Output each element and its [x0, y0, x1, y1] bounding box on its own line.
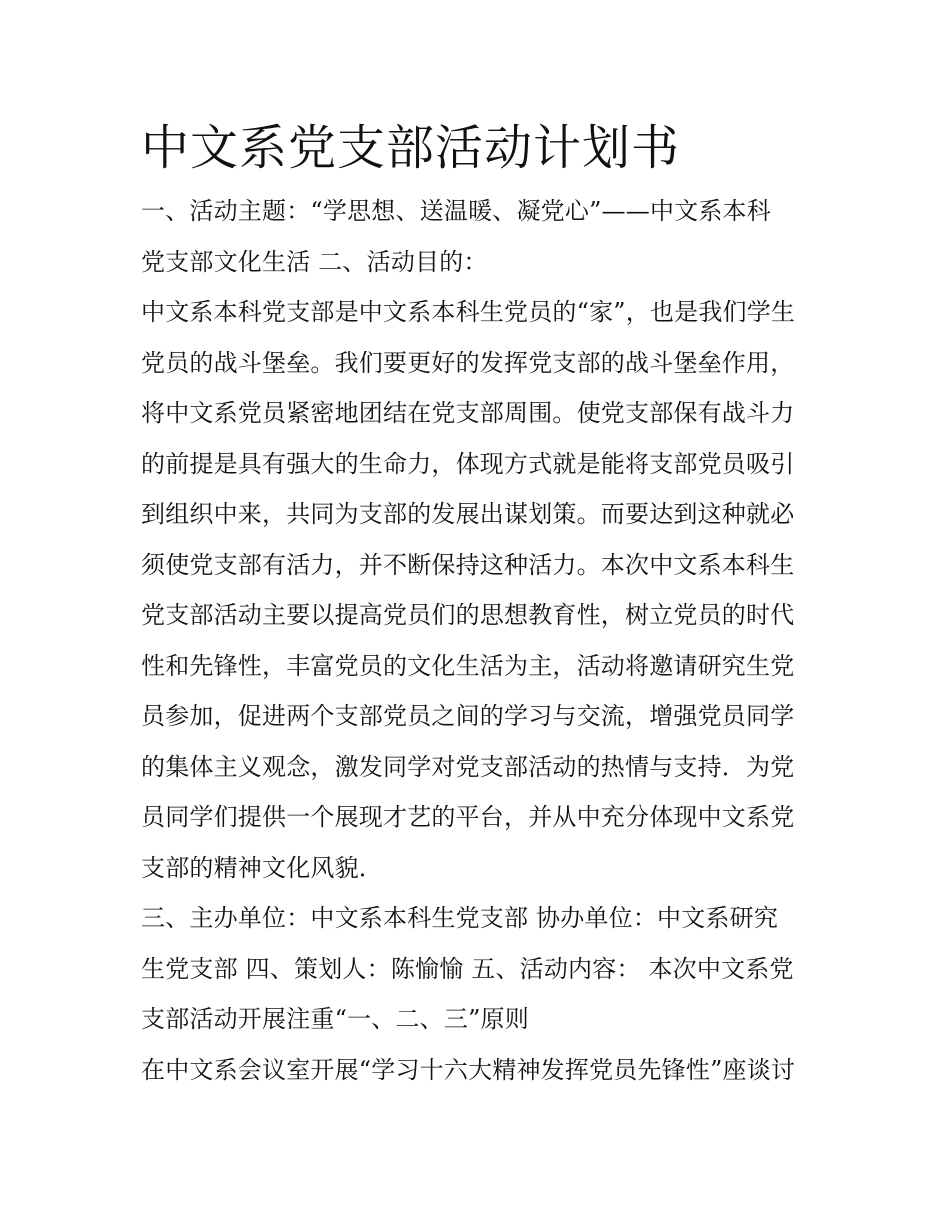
text-line: 的集体主义观念，激发同学对党支部活动的热情与支持．为党	[141, 752, 795, 781]
text-line: 党员的战斗堡垒。我们要更好的发挥党支部的战斗堡垒作用，	[141, 348, 795, 377]
document-title: 中文系党支部活动计划书	[141, 120, 681, 176]
text-line: 到组织中来，共同为支部的发展出谋划策。而要达到这种就必	[141, 500, 795, 528]
text-line: 一、活动主题：“学思想、送温暖、凝党心”——中文系本科	[141, 197, 771, 225]
text-line: 党支部活动主要以提高党员们的思想教育性，树立党员的时代	[141, 601, 795, 629]
text-line: 员参加，促进两个支部党员之间的学习与交流，增强党员同学	[141, 702, 795, 730]
text-line: 中文系本科党支部是中文系本科生党员的“家”，也是我们学生	[141, 298, 796, 326]
text-line: 员同学们提供一个展现才艺的平台，并从中充分体现中文系党	[141, 803, 795, 831]
text-line: 须使党支部有活力，并不断保持这种活力。本次中文系本科生	[141, 550, 795, 579]
text-line: 三、主办单位：中文系本科生党支部 协办单位：中文系研究	[141, 904, 779, 932]
text-line: 将中文系党员紧密地团结在党支部周围。使党支部保有战斗力	[141, 399, 795, 427]
text-line: 党支部文化生活 二、活动目的：	[141, 247, 488, 276]
text-line: 在中文系会议室开展“学习十六大精神发挥党员先锋性”座谈讨	[141, 1055, 796, 1084]
text-line: 性和先锋性，丰富党员的文化生活为主，活动将邀请研究生党	[141, 651, 795, 680]
document-text	[141, 186, 821, 1095]
document-body	[141, 118, 821, 1095]
text-line: 生党支部 四、策划人：陈愉愉 五、活动内容： 本次中文系党	[141, 954, 794, 983]
text-line: 的前提是具有强大的生命力，体现方式就是能将支部党员吸引	[141, 449, 795, 478]
text-line: 支部的精神文化风貌．	[141, 853, 383, 882]
text-line: 支部活动开展注重“一、二、三”原则	[141, 1005, 529, 1033]
